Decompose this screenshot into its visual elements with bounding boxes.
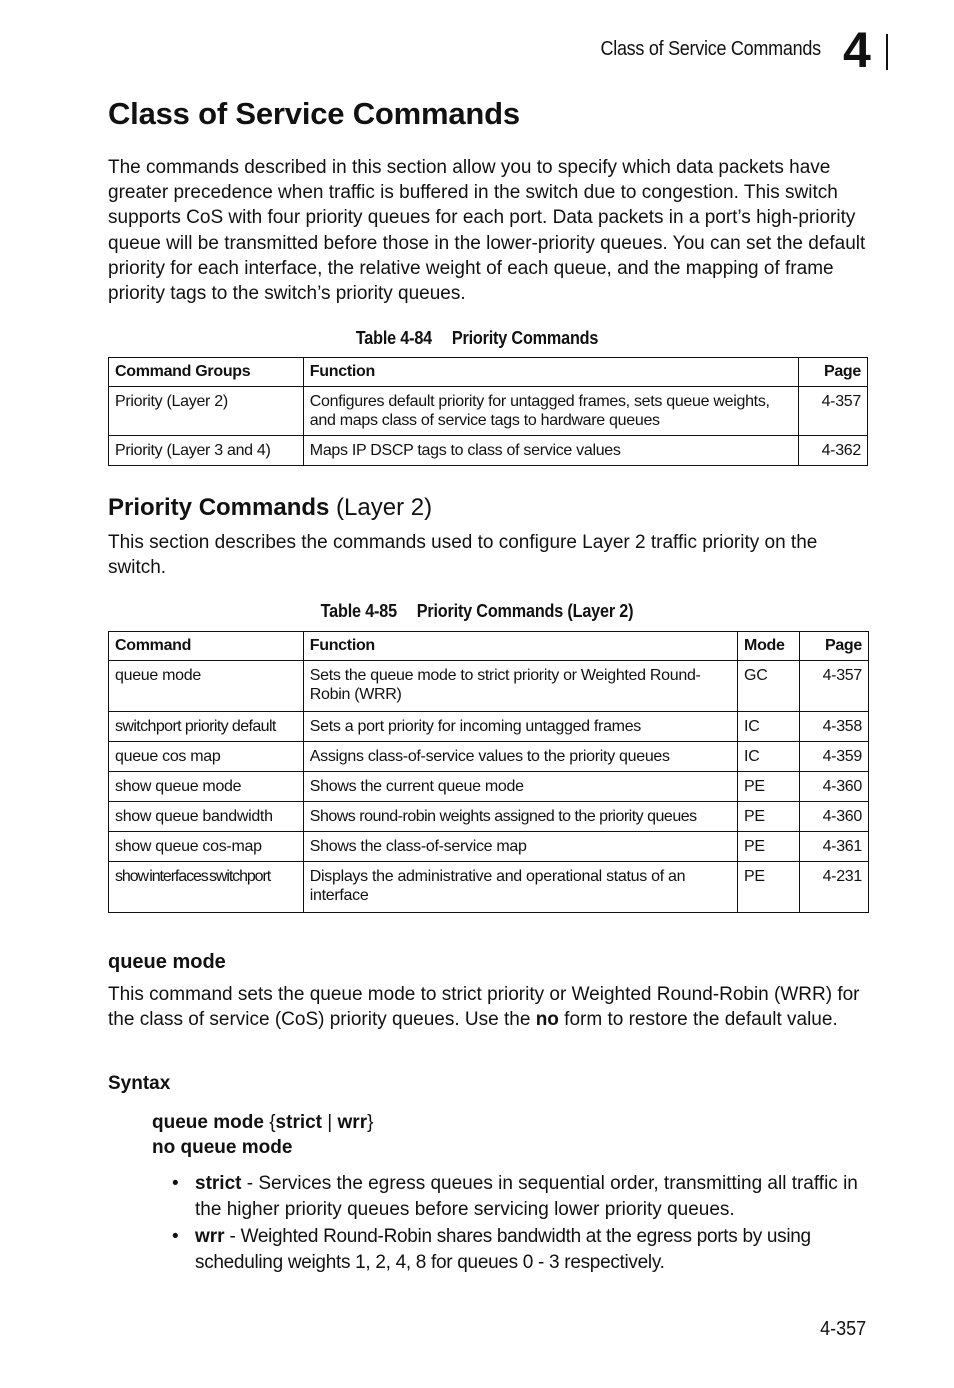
table-cell: IC <box>738 712 800 742</box>
parameter-term: strict <box>195 1173 242 1194</box>
bullet-icon: • <box>172 1226 179 1247</box>
table-cell: show queue bandwidth <box>109 802 304 832</box>
table-header-cell: Page <box>799 358 868 387</box>
table-row <box>109 661 869 712</box>
table-cell: 4-359 <box>800 742 869 772</box>
syntax-option: strict <box>275 1112 323 1133</box>
table-cell: Priority (Layer 3 and 4) <box>109 436 304 466</box>
table-cell: PE <box>738 862 800 913</box>
table-row <box>109 436 868 466</box>
list-item <box>152 1171 872 1222</box>
syntax-brace: { <box>269 1112 276 1133</box>
subsection-intro: This section describes the commands used to configure Layer 2 traffic priority on the switch. <box>108 532 818 579</box>
table-header-cell: Command Groups <box>109 358 304 387</box>
table-cell: IC <box>738 742 800 772</box>
table-header-cell: Mode <box>738 632 800 661</box>
syntax-brace: } <box>367 1112 374 1133</box>
table-cell: show queue cos-map <box>109 832 304 862</box>
table-cell: Configures default priority for untagged frames, sets queue weights, and maps class of service tags to hardware queues <box>303 387 798 436</box>
table-84-caption-title: Priority Commands <box>451 328 599 348</box>
command-title: queue mode <box>108 951 226 973</box>
table-84 <box>108 357 868 466</box>
table-row <box>109 742 869 772</box>
table-row <box>109 772 869 802</box>
table-cell: 4-362 <box>799 436 868 466</box>
table-cell: Displays the administrative and operational status of an interface <box>303 862 737 913</box>
bullet-icon: • <box>172 1173 179 1194</box>
syntax-command: queue mode <box>152 1112 264 1133</box>
syntax-option: wrr <box>337 1112 368 1133</box>
chapter-divider <box>886 34 888 70</box>
chapter-number: 4 <box>843 22 871 78</box>
table-row <box>109 712 869 742</box>
table-cell: 4-231 <box>800 862 869 913</box>
syntax-line <box>152 1110 373 1135</box>
table-header-row <box>109 358 868 387</box>
table-cell: Sets a port priority for incoming untagged frames <box>303 712 737 742</box>
table-cell: show interfaces switchport <box>109 862 304 913</box>
table-cell: Shows round-robin weights assigned to the priority queues <box>303 802 737 832</box>
table-cell: Sets the queue mode to strict priority or Weighted Round-Robin (WRR) <box>303 661 737 712</box>
table-cell: 4-360 <box>800 802 869 832</box>
table-cell: PE <box>738 802 800 832</box>
table-cell: 4-357 <box>799 387 868 436</box>
table-cell: 4-358 <box>800 712 869 742</box>
table-cell: queue mode <box>109 661 304 712</box>
command-description-text: This command sets the queue mode to strict priority or Weighted Round-Robin (WRR) for the class of service (CoS) priority queues. Use the <box>108 984 860 1031</box>
running-header-title: Class of Service Commands <box>600 38 821 60</box>
subsection-title-bold: Priority Commands <box>108 494 330 521</box>
parameter-description: - Weighted Round-Robin shares bandwidth at the egress ports by using scheduling weights 1, 2, 4, 8 for queues 0 - 3 respectively. <box>195 1226 811 1273</box>
table-header-cell: Page <box>800 632 869 661</box>
table-cell: Assigns class-of-service values to the priority queues <box>303 742 737 772</box>
table-cell: Shows the class-of-service map <box>303 832 737 862</box>
command-description-keyword: no <box>535 1009 559 1031</box>
table-row <box>109 862 869 913</box>
table-85-caption <box>48 601 907 622</box>
table-cell: Shows the current queue mode <box>303 772 737 802</box>
section-title: Class of Service Commands <box>108 96 520 131</box>
table-85-caption-title: Priority Commands (Layer 2) <box>416 601 634 621</box>
table-cell: 4-357 <box>800 661 869 712</box>
table-cell: show queue mode <box>109 772 304 802</box>
table-84-caption <box>48 328 907 349</box>
command-description <box>108 982 878 1032</box>
subsection-title-light: (Layer 2) <box>329 494 433 521</box>
table-row <box>109 832 869 862</box>
syntax-block <box>152 1110 373 1160</box>
table-header-row <box>109 632 869 661</box>
table-cell: PE <box>738 772 800 802</box>
table-row <box>109 802 869 832</box>
table-header-cell: Function <box>303 358 798 387</box>
parameter-term: wrr <box>195 1226 225 1247</box>
syntax-heading: Syntax <box>108 1073 171 1094</box>
section-intro: The commands described in this section allow you to specify which data packets have greater precedence when traffic is buffered in the switch due to congestion. This switch supports CoS with four priority queues for each port. Data packets in a port’s high-priority queue will be transmitted before those in the lower-priority queues. You can set the default priority for each interface, the relative weight of each queue, and the mapping of frame priority tags to the switch’s priority queues. <box>108 157 866 305</box>
table-row <box>109 387 868 436</box>
syntax-no-form: no queue mode <box>152 1137 293 1158</box>
table-cell: PE <box>738 832 800 862</box>
syntax-separator: | <box>322 1112 338 1133</box>
table-85-caption-number: Table 4-85 <box>320 601 397 621</box>
page-number: 4-357 <box>819 1318 866 1340</box>
command-description-text: form to restore the default value. <box>558 1009 838 1031</box>
table-cell: GC <box>738 661 800 712</box>
table-85 <box>108 631 869 913</box>
table-cell: 4-361 <box>800 832 869 862</box>
parameter-list <box>152 1171 872 1277</box>
list-item <box>152 1224 872 1275</box>
table-header-cell: Command <box>109 632 304 661</box>
table-cell: switchport priority default <box>109 712 304 742</box>
table-header-cell: Function <box>303 632 737 661</box>
table-84-caption-number: Table 4-84 <box>355 328 433 348</box>
subsection-title <box>108 494 432 522</box>
table-cell: Maps IP DSCP tags to class of service values <box>303 436 798 466</box>
table-cell: 4-360 <box>800 772 869 802</box>
table-cell: Priority (Layer 2) <box>109 387 304 436</box>
table-cell: queue cos map <box>109 742 304 772</box>
parameter-description: - Services the egress queues in sequential order, transmitting all traffic in the higher priority queues before servicing lower priority queues. <box>195 1173 858 1220</box>
